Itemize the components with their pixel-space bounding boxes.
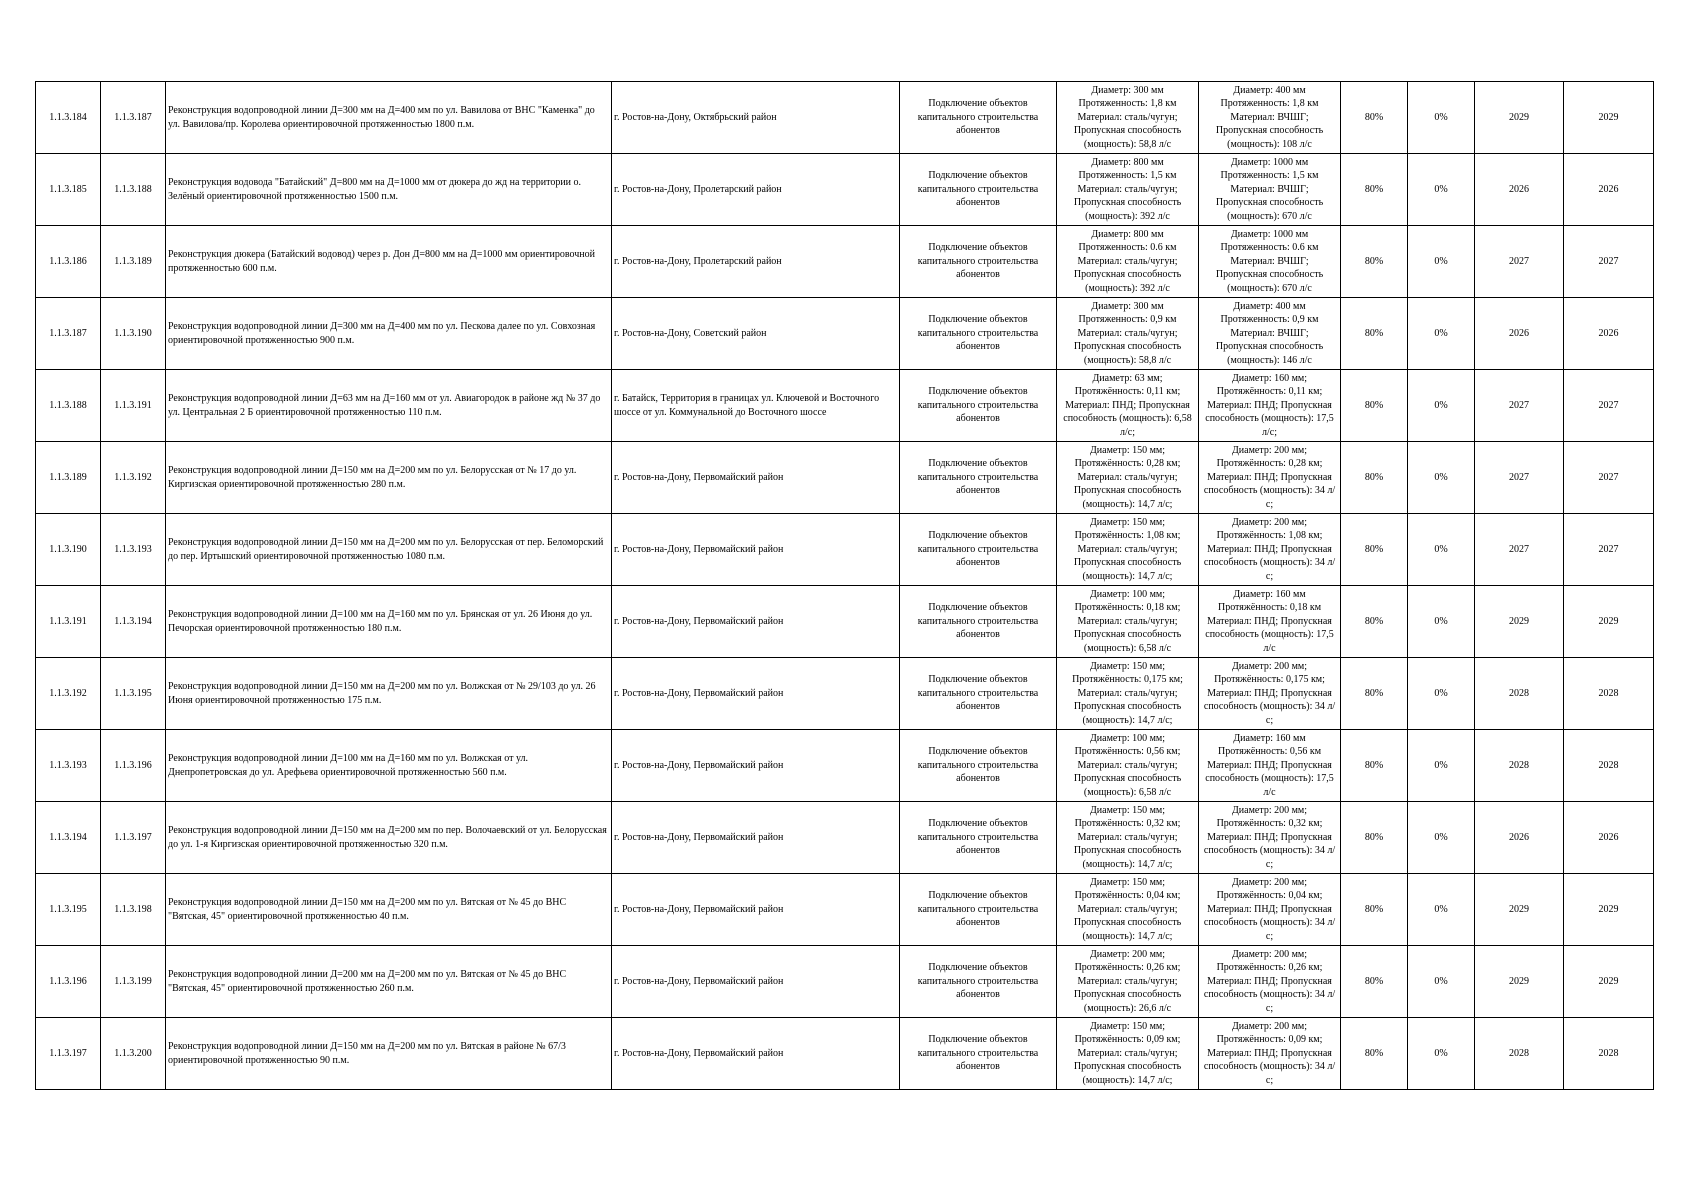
cell-year-end: 2026 <box>1564 802 1654 874</box>
cell-year-end: 2029 <box>1564 586 1654 658</box>
cell-project-code: 1.1.3.198 <box>101 874 166 946</box>
cell-row-number: 1.1.3.185 <box>36 154 101 226</box>
cell-year-start: 2026 <box>1475 154 1564 226</box>
cell-specs-before: Диаметр: 800 мм Протяженность: 1,5 км Материал: сталь/чугун; Пропускная способность (мощность): 392 л/с <box>1057 154 1199 226</box>
cell-location: г. Ростов-на-Дону, Первомайский район <box>612 514 900 586</box>
cell-project-code: 1.1.3.194 <box>101 586 166 658</box>
cell-percent-1: 80% <box>1341 946 1408 1018</box>
cell-row-number: 1.1.3.194 <box>36 802 101 874</box>
cell-project-code: 1.1.3.188 <box>101 154 166 226</box>
cell-purpose: Подключение объектов капитального строительства абонентов <box>900 514 1057 586</box>
cell-location: г. Ростов-на-Дону, Первомайский район <box>612 802 900 874</box>
cell-purpose: Подключение объектов капитального строительства абонентов <box>900 442 1057 514</box>
cell-year-start: 2029 <box>1475 586 1564 658</box>
cell-specs-after: Диаметр: 160 мм; Протяжённость: 0,11 км; Материал: ПНД; Пропускная способность (мощность): 17,5 л/с; <box>1199 370 1341 442</box>
cell-location: г. Ростов-на-Дону, Первомайский район <box>612 730 900 802</box>
cell-project-name: Реконструкция водопроводной линии Д=100 мм на Д=160 мм по ул. Брянская от ул. 26 Июня до ул. Печорская ориентировочной протяженностью 180 п.м. <box>166 586 612 658</box>
cell-specs-before: Диаметр: 800 мм Протяженность: 0.6 км Материал: сталь/чугун; Пропускная способность (мощность): 392 л/с <box>1057 226 1199 298</box>
cell-specs-before: Диаметр: 100 мм; Протяжённость: 0,56 км; Материал: сталь/чугун; Пропускная способность (мощность): 6,58 л/с <box>1057 730 1199 802</box>
cell-percent-2: 0% <box>1408 370 1475 442</box>
table-row <box>36 802 1654 874</box>
cell-project-name: Реконструкция водопроводной линии Д=150 мм на Д=200 мм по ул. Вятская в районе № 67/3 ориентировочной протяженностью 90 п.м. <box>166 1018 612 1090</box>
cell-row-number: 1.1.3.190 <box>36 514 101 586</box>
cell-purpose: Подключение объектов капитального строительства абонентов <box>900 154 1057 226</box>
cell-specs-before: Диаметр: 300 мм Протяженность: 0,9 км Материал: сталь/чугун; Пропускная способность (мощность): 58,8 л/с <box>1057 298 1199 370</box>
cell-project-code: 1.1.3.190 <box>101 298 166 370</box>
cell-percent-2: 0% <box>1408 658 1475 730</box>
cell-specs-before: Диаметр: 150 мм; Протяжённость: 0,28 км; Материал: сталь/чугун; Пропускная способность (мощность): 14,7 л/с; <box>1057 442 1199 514</box>
cell-purpose: Подключение объектов капитального строительства абонентов <box>900 82 1057 154</box>
cell-percent-1: 80% <box>1341 370 1408 442</box>
cell-percent-1: 80% <box>1341 226 1408 298</box>
cell-percent-1: 80% <box>1341 658 1408 730</box>
cell-project-name: Реконструкция водопроводной линии Д=150 мм на Д=200 мм по ул. Вятская от № 45 до ВНС "Вятская, 45" ориентировочной протяженностью 40 п.м. <box>166 874 612 946</box>
cell-year-end: 2029 <box>1564 874 1654 946</box>
cell-percent-1: 80% <box>1341 154 1408 226</box>
cell-year-end: 2027 <box>1564 514 1654 586</box>
cell-year-start: 2027 <box>1475 226 1564 298</box>
cell-project-code: 1.1.3.199 <box>101 946 166 1018</box>
cell-project-code: 1.1.3.197 <box>101 802 166 874</box>
cell-specs-after: Диаметр: 160 мм Протяжённость: 0,18 км Материал: ПНД; Пропускная способность (мощность): 17,5 л/с <box>1199 586 1341 658</box>
cell-percent-1: 80% <box>1341 802 1408 874</box>
cell-purpose: Подключение объектов капитального строительства абонентов <box>900 1018 1057 1090</box>
table-row <box>36 370 1654 442</box>
cell-purpose: Подключение объектов капитального строительства абонентов <box>900 370 1057 442</box>
cell-project-name: Реконструкция водопроводной линии Д=150 мм на Д=200 мм по ул. Волжская от № 29/103 до ул. 26 Июня ориентировочной протяженностью 175 п.м. <box>166 658 612 730</box>
cell-year-end: 2028 <box>1564 1018 1654 1090</box>
cell-percent-2: 0% <box>1408 82 1475 154</box>
cell-location: г. Ростов-на-Дону, Первомайский район <box>612 586 900 658</box>
cell-row-number: 1.1.3.197 <box>36 1018 101 1090</box>
cell-row-number: 1.1.3.196 <box>36 946 101 1018</box>
cell-percent-1: 80% <box>1341 82 1408 154</box>
cell-location: г. Ростов-на-Дону, Советский район <box>612 298 900 370</box>
table-row <box>36 1018 1654 1090</box>
cell-location: г. Ростов-на-Дону, Пролетарский район <box>612 154 900 226</box>
cell-project-code: 1.1.3.195 <box>101 658 166 730</box>
cell-project-name: Реконструкция водопроводной линии Д=300 мм на Д=400 мм по ул. Пескова далее по ул. Совхозная ориентировочной протяженностью 900 п.м. <box>166 298 612 370</box>
cell-percent-1: 80% <box>1341 586 1408 658</box>
cell-row-number: 1.1.3.191 <box>36 586 101 658</box>
cell-purpose: Подключение объектов капитального строительства абонентов <box>900 730 1057 802</box>
cell-year-start: 2027 <box>1475 370 1564 442</box>
cell-specs-after: Диаметр: 1000 мм Протяженность: 1,5 км Материал: ВЧШГ; Пропускная способность (мощность): 670 л/с <box>1199 154 1341 226</box>
cell-project-name: Реконструкция водопроводной линии Д=150 мм на Д=200 мм по ул. Белорусская от № 17 до ул. Киргизская ориентировочной протяженностью 280 п.м. <box>166 442 612 514</box>
cell-percent-1: 80% <box>1341 442 1408 514</box>
table-row <box>36 586 1654 658</box>
cell-specs-after: Диаметр: 200 мм; Протяжённость: 0,26 км; Материал: ПНД; Пропускная способность (мощность): 34 л/с; <box>1199 946 1341 1018</box>
cell-percent-2: 0% <box>1408 874 1475 946</box>
cell-specs-before: Диаметр: 150 мм; Протяжённость: 1,08 км; Материал: сталь/чугун; Пропускная способность (мощность): 14,7 л/с; <box>1057 514 1199 586</box>
cell-project-code: 1.1.3.200 <box>101 1018 166 1090</box>
cell-specs-before: Диаметр: 300 мм Протяженность: 1,8 км Материал: сталь/чугун; Пропускная способность (мощность): 58,8 л/с <box>1057 82 1199 154</box>
cell-year-end: 2028 <box>1564 658 1654 730</box>
cell-year-start: 2028 <box>1475 730 1564 802</box>
cell-percent-2: 0% <box>1408 586 1475 658</box>
cell-specs-before: Диаметр: 150 мм; Протяжённость: 0,09 км; Материал: сталь/чугун; Пропускная способность (мощность): 14,7 л/с; <box>1057 1018 1199 1090</box>
cell-row-number: 1.1.3.186 <box>36 226 101 298</box>
projects-table <box>35 81 1654 1090</box>
cell-project-name: Реконструкция водопроводной линии Д=150 мм на Д=200 мм по пер. Волочаевский от ул. Белорусская до ул. 1-я Киргизская ориентировочной протяженностью 320 п.м. <box>166 802 612 874</box>
table-row <box>36 442 1654 514</box>
cell-project-code: 1.1.3.196 <box>101 730 166 802</box>
table-row <box>36 874 1654 946</box>
cell-row-number: 1.1.3.188 <box>36 370 101 442</box>
cell-project-code: 1.1.3.191 <box>101 370 166 442</box>
cell-year-end: 2029 <box>1564 82 1654 154</box>
cell-project-code: 1.1.3.192 <box>101 442 166 514</box>
cell-row-number: 1.1.3.189 <box>36 442 101 514</box>
cell-percent-2: 0% <box>1408 154 1475 226</box>
cell-year-start: 2029 <box>1475 874 1564 946</box>
cell-project-name: Реконструкция водопроводной линии Д=150 мм на Д=200 мм по ул. Белорусская от пер. Беломорский до пер. Иртышский ориентировочной протяженностью 1080 п.м. <box>166 514 612 586</box>
table-row <box>36 946 1654 1018</box>
cell-year-end: 2027 <box>1564 370 1654 442</box>
cell-percent-2: 0% <box>1408 226 1475 298</box>
cell-purpose: Подключение объектов капитального строительства абонентов <box>900 802 1057 874</box>
cell-project-name: Реконструкция водопроводной линии Д=300 мм на Д=400 мм по ул. Вавилова от ВНС "Каменка" до ул. Вавилова/пр. Королева ориентировочной протяженностью 1800 п.м. <box>166 82 612 154</box>
cell-specs-after: Диаметр: 160 мм Протяжённость: 0,56 км Материал: ПНД; Пропускная способность (мощность): 17,5 л/с <box>1199 730 1341 802</box>
cell-specs-after: Диаметр: 200 мм; Протяжённость: 0,175 км; Материал: ПНД; Пропускная способность (мощность): 34 л/с; <box>1199 658 1341 730</box>
cell-location: г. Батайск, Территория в границах ул. Ключевой и Восточного шоссе от ул. Коммунальной до Восточного шоссе <box>612 370 900 442</box>
cell-year-end: 2028 <box>1564 730 1654 802</box>
cell-location: г. Ростов-на-Дону, Первомайский район <box>612 658 900 730</box>
cell-specs-before: Диаметр: 63 мм; Протяжённость: 0,11 км; Материал: ПНД; Пропускная способность (мощность): 6,58 л/с; <box>1057 370 1199 442</box>
cell-purpose: Подключение объектов капитального строительства абонентов <box>900 586 1057 658</box>
cell-specs-after: Диаметр: 400 мм Протяженность: 0,9 км Материал: ВЧШГ; Пропускная способность (мощность): 146 л/с <box>1199 298 1341 370</box>
cell-year-start: 2027 <box>1475 514 1564 586</box>
cell-specs-before: Диаметр: 150 мм; Протяжённость: 0,04 км; Материал: сталь/чугун; Пропускная способность (мощность): 14,7 л/с; <box>1057 874 1199 946</box>
cell-specs-before: Диаметр: 150 мм; Протяжённость: 0,175 км; Материал: сталь/чугун; Пропускная способность (мощность): 14,7 л/с; <box>1057 658 1199 730</box>
table-row <box>36 298 1654 370</box>
cell-year-end: 2026 <box>1564 298 1654 370</box>
cell-specs-before: Диаметр: 100 мм; Протяжённость: 0,18 км; Материал: сталь/чугун; Пропускная способность (мощность): 6,58 л/с <box>1057 586 1199 658</box>
cell-project-name: Реконструкция водопроводной линии Д=100 мм на Д=160 мм по ул. Волжская от ул. Днепропетровская до ул. Арефьева ориентировочной протяженностью 560 п.м. <box>166 730 612 802</box>
cell-purpose: Подключение объектов капитального строительства абонентов <box>900 946 1057 1018</box>
cell-year-start: 2029 <box>1475 946 1564 1018</box>
cell-percent-2: 0% <box>1408 1018 1475 1090</box>
cell-specs-after: Диаметр: 200 мм; Протяжённость: 0,09 км; Материал: ПНД; Пропускная способность (мощность): 34 л/с; <box>1199 1018 1341 1090</box>
cell-specs-after: Диаметр: 200 мм; Протяжённость: 0,28 км; Материал: ПНД; Пропускная способность (мощность): 34 л/с; <box>1199 442 1341 514</box>
cell-specs-after: Диаметр: 1000 мм Протяженность: 0.6 км Материал: ВЧШГ; Пропускная способность (мощность): 670 л/с <box>1199 226 1341 298</box>
cell-percent-1: 80% <box>1341 874 1408 946</box>
cell-specs-after: Диаметр: 200 мм; Протяжённость: 0,04 км; Материал: ПНД; Пропускная способность (мощность): 34 л/с; <box>1199 874 1341 946</box>
cell-year-start: 2026 <box>1475 298 1564 370</box>
table-row <box>36 658 1654 730</box>
cell-row-number: 1.1.3.192 <box>36 658 101 730</box>
cell-percent-2: 0% <box>1408 802 1475 874</box>
cell-project-code: 1.1.3.189 <box>101 226 166 298</box>
cell-year-start: 2027 <box>1475 442 1564 514</box>
cell-location: г. Ростов-на-Дону, Первомайский район <box>612 946 900 1018</box>
cell-specs-after: Диаметр: 200 мм; Протяжённость: 1,08 км; Материал: ПНД; Пропускная способность (мощность): 34 л/с; <box>1199 514 1341 586</box>
table-row <box>36 154 1654 226</box>
cell-year-start: 2028 <box>1475 1018 1564 1090</box>
cell-project-name: Реконструкция водопроводной линии Д=63 мм на Д=160 мм от ул. Авиагородок в районе жд № 37 до ул. Центральная 2 Б ориентировочной протяженностью 110 п.м. <box>166 370 612 442</box>
cell-specs-after: Диаметр: 200 мм; Протяжённость: 0,32 км; Материал: ПНД; Пропускная способность (мощность): 34 л/с; <box>1199 802 1341 874</box>
cell-year-start: 2028 <box>1475 658 1564 730</box>
cell-percent-2: 0% <box>1408 514 1475 586</box>
cell-location: г. Ростов-на-Дону, Первомайский район <box>612 874 900 946</box>
cell-project-name: Реконструкция дюкера (Батайский водовод) через р. Дон Д=800 мм на Д=1000 мм ориентировочной протяженностью 600 п.м. <box>166 226 612 298</box>
cell-year-start: 2029 <box>1475 82 1564 154</box>
cell-year-end: 2026 <box>1564 154 1654 226</box>
cell-percent-1: 80% <box>1341 1018 1408 1090</box>
table-row <box>36 730 1654 802</box>
cell-project-name: Реконструкция водовода "Батайский" Д=800 мм на Д=1000 мм от дюкера до жд на территории о. Зелёный ориентировочной протяженностью 1500 п.м. <box>166 154 612 226</box>
cell-specs-before: Диаметр: 200 мм; Протяжённость: 0,26 км; Материал: сталь/чугун; Пропускная способность (мощность): 26,6 л/с <box>1057 946 1199 1018</box>
cell-location: г. Ростов-на-Дону, Пролетарский район <box>612 226 900 298</box>
cell-percent-1: 80% <box>1341 730 1408 802</box>
cell-percent-2: 0% <box>1408 442 1475 514</box>
cell-year-end: 2029 <box>1564 946 1654 1018</box>
cell-year-start: 2026 <box>1475 802 1564 874</box>
cell-specs-before: Диаметр: 150 мм; Протяжённость: 0,32 км; Материал: сталь/чугун; Пропускная способность (мощность): 14,7 л/с; <box>1057 802 1199 874</box>
cell-percent-1: 80% <box>1341 514 1408 586</box>
table-row <box>36 82 1654 154</box>
cell-year-end: 2027 <box>1564 226 1654 298</box>
cell-percent-2: 0% <box>1408 946 1475 1018</box>
cell-specs-after: Диаметр: 400 мм Протяженность: 1,8 км Материал: ВЧШГ; Пропускная способность (мощность): 108 л/с <box>1199 82 1341 154</box>
cell-percent-1: 80% <box>1341 298 1408 370</box>
cell-percent-2: 0% <box>1408 730 1475 802</box>
cell-percent-2: 0% <box>1408 298 1475 370</box>
cell-location: г. Ростов-на-Дону, Первомайский район <box>612 442 900 514</box>
cell-row-number: 1.1.3.195 <box>36 874 101 946</box>
cell-purpose: Подключение объектов капитального строительства абонентов <box>900 298 1057 370</box>
table-row <box>36 514 1654 586</box>
cell-purpose: Подключение объектов капитального строительства абонентов <box>900 874 1057 946</box>
cell-location: г. Ростов-на-Дону, Октябрьский район <box>612 82 900 154</box>
table-body <box>36 82 1654 1090</box>
cell-row-number: 1.1.3.193 <box>36 730 101 802</box>
cell-row-number: 1.1.3.184 <box>36 82 101 154</box>
cell-project-code: 1.1.3.193 <box>101 514 166 586</box>
cell-row-number: 1.1.3.187 <box>36 298 101 370</box>
table-row <box>36 226 1654 298</box>
cell-purpose: Подключение объектов капитального строительства абонентов <box>900 658 1057 730</box>
cell-year-end: 2027 <box>1564 442 1654 514</box>
cell-location: г. Ростов-на-Дону, Первомайский район <box>612 1018 900 1090</box>
cell-project-code: 1.1.3.187 <box>101 82 166 154</box>
cell-purpose: Подключение объектов капитального строительства абонентов <box>900 226 1057 298</box>
cell-project-name: Реконструкция водопроводной линии Д=200 мм на Д=200 мм по ул. Вятская от № 45 до ВНС "Вятская, 45" ориентировочной протяженностью 260 п.м. <box>166 946 612 1018</box>
